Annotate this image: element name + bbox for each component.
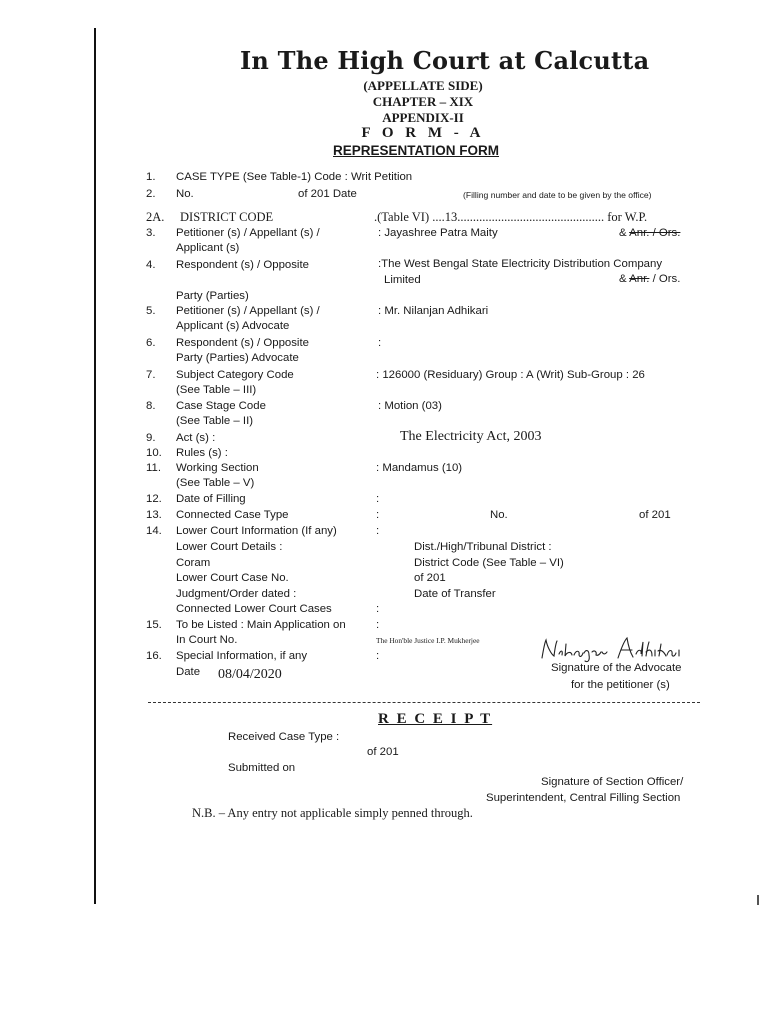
to-be-listed-label: To be Listed : Main Application on <box>176 619 346 631</box>
connected-case-year-label: of 201 <box>639 509 671 521</box>
section-officer-signature-label: Signature of Section Officer/ <box>541 776 684 788</box>
appellate-side: (APPELLATE SIDE) <box>363 78 483 93</box>
submitted-on-label: Submitted on <box>228 762 296 774</box>
to-be-listed-colon: : <box>376 619 380 631</box>
row-number: 11. <box>146 462 161 474</box>
connected-lower-court-colon: : <box>376 603 380 615</box>
lower-court-case-no-label: Lower Court Case No. <box>176 572 289 584</box>
row-number: 12. <box>146 493 162 505</box>
petitioner-advocate-label: Petitioner (s) / Appellant (s) / <box>176 305 320 317</box>
petitioner-advocate-value: : Mr. Nilanjan Adhikari <box>378 305 489 317</box>
district-code-label: DISTRICT CODE <box>180 210 274 224</box>
district-label: Dist./High/Tribunal District : <box>414 541 552 553</box>
respondent-value-cont: Limited <box>384 274 421 286</box>
district-code-value: .(Table VI) ....13............................................... for W.P. <box>374 210 648 224</box>
row-number: 8. <box>146 400 156 412</box>
row-number: 4. <box>146 259 156 271</box>
row-number: 14. <box>146 525 162 537</box>
date-of-filling-value: : <box>376 493 380 505</box>
received-case-type-label: Received Case Type : <box>228 731 340 743</box>
court-title: In The High Court at Calcutta <box>240 46 650 75</box>
case-stage-value: : Motion (03) <box>378 400 442 412</box>
signature-caption: Signature of the Advocate <box>551 662 682 674</box>
row-number: 10. <box>146 447 162 459</box>
special-info-label: Special Information, if any <box>176 650 308 662</box>
lower-court-year-label: of 201 <box>414 572 446 584</box>
row-number: 16. <box>146 650 162 662</box>
connected-lower-court-label: Connected Lower Court Cases <box>176 603 332 615</box>
date-label: Date <box>176 666 201 678</box>
court-judge-value: The Hon'ble Justice I.P. Mukherjee <box>376 636 480 645</box>
row-number: 1. <box>146 171 156 183</box>
act-label: Act (s) : <box>176 432 216 444</box>
lower-court-details-label: Lower Court Details : <box>176 541 283 553</box>
receipt-heading: R E C E I P T <box>378 711 493 727</box>
row-number: 7. <box>146 369 156 381</box>
respondent-label-cont: Party (Parties) <box>176 290 249 302</box>
handwritten-signature <box>536 636 686 664</box>
subject-category-value: : 126000 (Residuary) Group : A (Writ) Sub-Group : 26 <box>376 369 645 381</box>
respondent-advocate-label-cont: Party (Parties) Advocate <box>176 352 299 364</box>
respondent-suffix: & Anr. / Ors. <box>619 273 681 285</box>
case-year-date-label: of 201 Date <box>298 188 357 200</box>
petitioner-value: : Jayashree Patra Maity <box>378 227 498 239</box>
case-stage-label-cont: (See Table – II) <box>176 415 254 427</box>
date-value: 08/04/2020 <box>218 667 282 682</box>
petitioner-suffix: & Anr. / Ors. <box>619 227 681 239</box>
connected-case-colon: : <box>376 509 380 521</box>
act-value: The Electricity Act, 2003 <box>400 429 542 444</box>
row-number: 5. <box>146 305 156 317</box>
judgment-date-label: Judgment/Order dated : <box>176 588 297 600</box>
superintendent-label: Superintendent, Central Filling Section <box>486 792 681 804</box>
subject-category-label: Subject Category Code <box>176 369 294 381</box>
date-of-transfer-label: Date of Transfer <box>414 588 496 600</box>
connected-case-no-label: No. <box>490 509 508 521</box>
scan-edge-mark <box>757 895 759 905</box>
respondent-advocate-value: : <box>378 337 382 349</box>
representation-form-heading: REPRESENTATION FORM <box>333 143 500 158</box>
row-number: 6. <box>146 337 156 349</box>
case-number-label: No. <box>176 188 194 200</box>
form-heading: F O R M - A <box>361 125 485 141</box>
row-number: 15. <box>146 619 162 631</box>
court-no-label: In Court No. <box>176 634 238 646</box>
special-info-colon: : <box>376 650 380 662</box>
appendix-heading: APPENDIX-II <box>382 110 464 125</box>
receipt-year-label: of 201 <box>367 746 399 758</box>
respondent-advocate-label: Respondent (s) / Opposite <box>176 337 309 349</box>
row-number: 9. <box>146 432 156 444</box>
petitioner-label: Petitioner (s) / Appellant (s) / <box>176 227 320 239</box>
petitioner-advocate-label-cont: Applicant (s) Advocate <box>176 320 290 332</box>
office-note: (Filling number and date to be given by the office) <box>463 190 652 200</box>
case-type-label: CASE TYPE (See Table-1) Code : Writ Petition <box>176 171 413 183</box>
separator-dashed-line <box>148 702 700 703</box>
coram-label: Coram <box>176 557 211 569</box>
connected-case-label: Connected Case Type <box>176 509 289 521</box>
working-section-label: Working Section <box>176 462 259 474</box>
nb-note: N.B. – Any entry not applicable simply penned through. <box>192 806 473 820</box>
chapter-heading: CHAPTER – XIX <box>372 94 474 109</box>
lower-court-info-colon: : <box>376 525 380 537</box>
date-of-filling-label: Date of Filling <box>176 493 246 505</box>
subject-category-label-cont: (See Table – III) <box>176 384 257 396</box>
row-number: 2. <box>146 188 156 200</box>
respondent-value: :The West Bengal State Electricity Distribution Company <box>378 258 663 270</box>
row-number: 3. <box>146 227 156 239</box>
row-number: 2A. <box>146 210 165 224</box>
working-section-value: : Mandamus (10) <box>376 462 463 474</box>
lower-court-info-label: Lower Court Information (If any) <box>176 525 337 537</box>
signature-caption-cont: for the petitioner (s) <box>571 679 670 691</box>
case-stage-label: Case Stage Code <box>176 400 266 412</box>
working-section-label-cont: (See Table – V) <box>176 477 255 489</box>
rules-label: Rules (s) : <box>176 447 228 459</box>
district-code-table-label: District Code (See Table – VI) <box>414 557 564 569</box>
scan-edge-line <box>94 28 96 904</box>
petitioner-label-cont: Applicant (s) <box>176 242 240 254</box>
row-number: 13. <box>146 509 162 521</box>
respondent-label: Respondent (s) / Opposite <box>176 259 309 271</box>
